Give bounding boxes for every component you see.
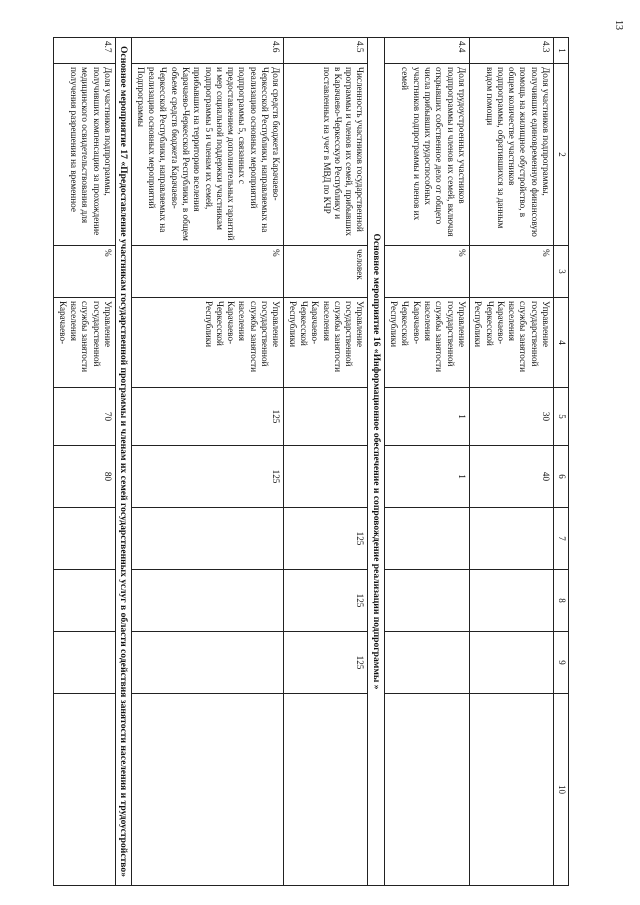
indicator-name: Доля участников подпрограммы, получивших компенсацию за прохождение медицинского освидетельствования для получения разрешения на временное	[54, 64, 115, 246]
indicator-name: Доля средств бюджета Карачаево-Черкесской Республики, направляемых на реализацию основных мероприятий подпрограммы 5, связанных с предоставлением дополнительных гарантий и мер социальной поддержки участникам подпрограммы 5 и членам их семей, прибывших на территорию вселения Карачаево-Черкесской Республики, в общем объеме средств бюджета Карачаево-Черкесской Республики, направляемых на реализацию основных мероприятий Подпрограммы	[132, 64, 284, 246]
value-cell	[469, 694, 553, 886]
executor: Управление государственной службы занятости населения Карачаево-Черкесской Республики	[132, 298, 284, 388]
section-title-16: Основное мероприятие 16 «Информационное обеспечение и сопровождение реализации подпрограммы »	[368, 38, 385, 886]
header-row	[554, 38, 569, 886]
row-number: 4.7	[54, 38, 115, 64]
executor: Управление государственной службы занятости населения Карачаево-Черкесской Республики	[384, 298, 469, 388]
value-cell	[132, 570, 284, 632]
value-cell	[384, 570, 469, 632]
column-header: 4	[554, 298, 569, 388]
table-row	[384, 38, 469, 886]
value-cell	[384, 694, 469, 886]
value-cell	[132, 694, 284, 886]
unit: %	[384, 246, 469, 298]
indicators-table	[54, 37, 570, 886]
section-row	[115, 38, 132, 886]
table-row	[132, 38, 284, 886]
indicator-name: Численность участников государственной программы и членов их семей, прибывших в Карачаево-Черкесскую Республику и поставленных на учет в МВД по КЧР	[284, 64, 368, 246]
value-cell	[284, 388, 368, 446]
table-row	[54, 38, 115, 886]
row-number: 4.6	[132, 38, 284, 64]
value-cell	[132, 632, 284, 694]
value-cell: 70	[54, 388, 115, 446]
column-header: 9	[554, 632, 569, 694]
table-row	[284, 38, 368, 886]
column-header: 10	[554, 694, 569, 886]
value-cell	[384, 632, 469, 694]
value-cell	[384, 508, 469, 570]
column-header: 3	[554, 246, 569, 298]
value-cell: 1	[384, 388, 469, 446]
value-cell: 125	[284, 632, 368, 694]
column-header: 8	[554, 570, 569, 632]
table-row	[469, 38, 553, 886]
section-row	[368, 38, 385, 886]
section-title-17: Основное мероприятие 17 «Предоставление участникам государственной программы и членам их семей государственных услуг в области содействия занятости населения и трудоустройство»	[115, 38, 132, 886]
column-header: 5	[554, 388, 569, 446]
column-header: 2	[554, 64, 569, 246]
rotated-page	[57, 37, 569, 885]
value-cell	[469, 632, 553, 694]
value-cell	[469, 570, 553, 632]
value-cell	[132, 508, 284, 570]
row-number: 4.4	[384, 38, 469, 64]
value-cell: 40	[469, 446, 553, 508]
unit: %	[54, 246, 115, 298]
value-cell	[54, 570, 115, 632]
value-cell	[284, 446, 368, 508]
unit: человек	[284, 246, 368, 298]
page-number: 13	[613, 20, 624, 30]
value-cell	[54, 694, 115, 886]
row-number: 4.3	[469, 38, 553, 64]
executor: Управление государственной службы занятости населения Карачаево-	[54, 298, 115, 388]
value-cell: 80	[54, 446, 115, 508]
unit: %	[469, 246, 553, 298]
executor: Управление государственной службы занятости населения Карачаево-Черкесской Республики	[469, 298, 553, 388]
value-cell: 125	[284, 508, 368, 570]
column-header: 6	[554, 446, 569, 508]
value-cell	[284, 694, 368, 886]
value-cell: 1	[384, 446, 469, 508]
value-cell: 125	[132, 446, 284, 508]
row-number: 4.5	[284, 38, 368, 64]
value-cell: 125	[132, 388, 284, 446]
value-cell: 125	[284, 570, 368, 632]
executor: Управление государственной службы занятости населения Карачаево-Черкесской Республики	[284, 298, 368, 388]
value-cell: 30	[469, 388, 553, 446]
indicator-name: Доля участников подпрограммы, получивших единовременную финансовую помощь на жилищное обустройство, в общем количестве участников подпрограммы, обратившихся за данным видом помощи	[469, 64, 553, 246]
value-cell	[469, 508, 553, 570]
value-cell	[54, 508, 115, 570]
column-header: 1	[554, 38, 569, 64]
column-header: 7	[554, 508, 569, 570]
value-cell	[54, 632, 115, 694]
unit: %	[132, 246, 284, 298]
indicator-name: Доля трудоустроенных участников подпрограммы и членов их семей, включая открывших собственное дело от общего числа прибывших трудоспособных участников подпрограммы и членов их семей	[384, 64, 469, 246]
